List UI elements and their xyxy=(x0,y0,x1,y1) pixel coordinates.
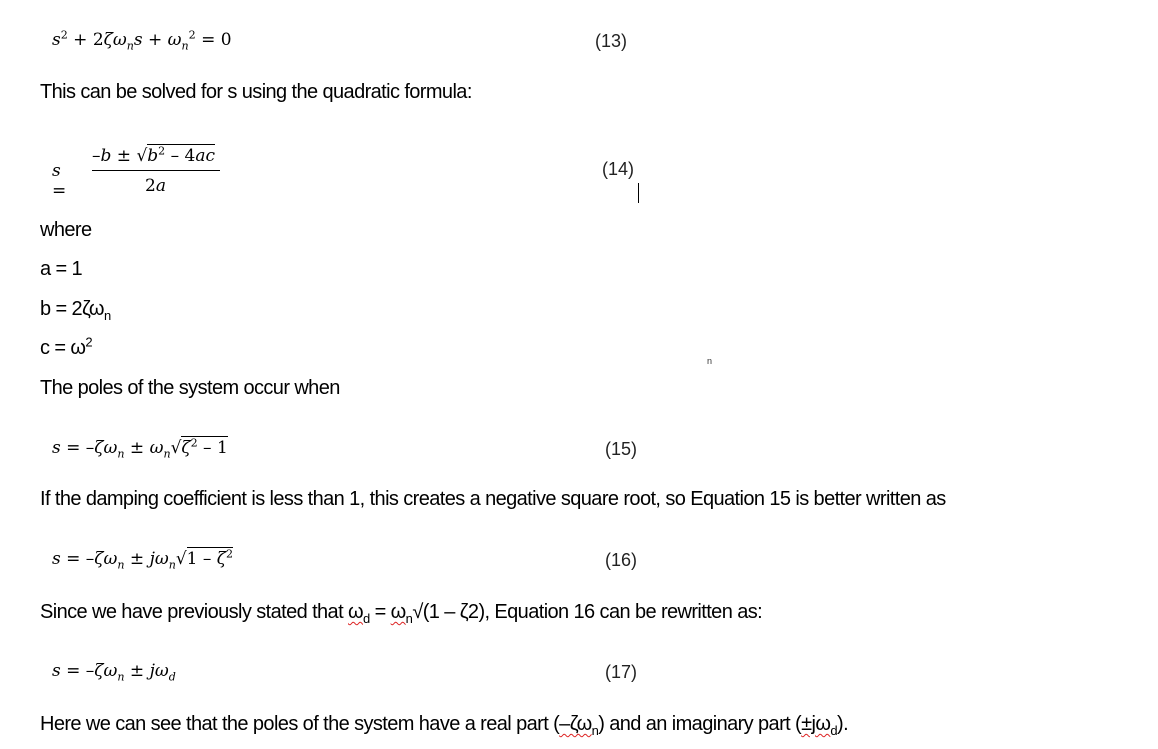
equation-13-number: (13) xyxy=(595,31,628,51)
equation-15-number: (15) xyxy=(605,439,638,459)
fraction-bar xyxy=(92,170,220,171)
omega-n-spellcheck: $\omega_n$ xyxy=(390,601,413,626)
equation-15: $s = -\zeta\omega_n \pm \omega_n√\zeta^2 - 1$ xyxy=(52,436,228,461)
paragraph-here: Here we can see that the poles of the system have a real part $(-\zeta\omega_n)$ and an imaginary part $(\pm j\omega_d)$. xyxy=(40,713,849,738)
where-label: where xyxy=(40,219,92,241)
equation-13: $s^2 + 2\zeta\omega_ns + \omega_n^2 = 0$ xyxy=(52,28,232,53)
equation-16-number: (16) xyxy=(605,550,638,570)
imag-part-spellcheck: $\pm j\omega_d$ xyxy=(801,713,838,738)
text-cursor xyxy=(638,183,639,203)
paragraph-quadratic: This can be solved for s using the quadratic formula: xyxy=(40,81,472,103)
equation-14-number: (14) xyxy=(602,159,635,179)
def-c: $c = \omega^2$ xyxy=(40,334,93,359)
equation-17: $s = -\zeta\omega_n \pm j\omega_d$ xyxy=(52,661,176,684)
def-a: a = 1 xyxy=(40,258,83,280)
def-b: $b = 2\zeta\omega_n$ xyxy=(40,298,111,323)
stray-subscript: n xyxy=(707,356,713,366)
real-part-spellcheck: $-\zeta\omega_n$ xyxy=(559,713,599,738)
paragraph-poles: The poles of the system occur when xyxy=(40,377,340,399)
omega-d-spellcheck: $\omega_d$ xyxy=(348,601,370,626)
equation-16: $s = -\zeta\omega_n \pm j\omega_n√1 - \zeta^2$ xyxy=(52,547,234,572)
paragraph-since: Since we have previously stated that $\omega_d = \omega_n√(1 - \zeta 2)$, Equation 16 can be rewritten as: xyxy=(40,601,763,626)
paragraph-damping: If the damping coefficient is less than 1, this creates a negative square root, so Equation 15 is better written as xyxy=(40,488,946,510)
equation-17-number: (17) xyxy=(605,662,638,682)
